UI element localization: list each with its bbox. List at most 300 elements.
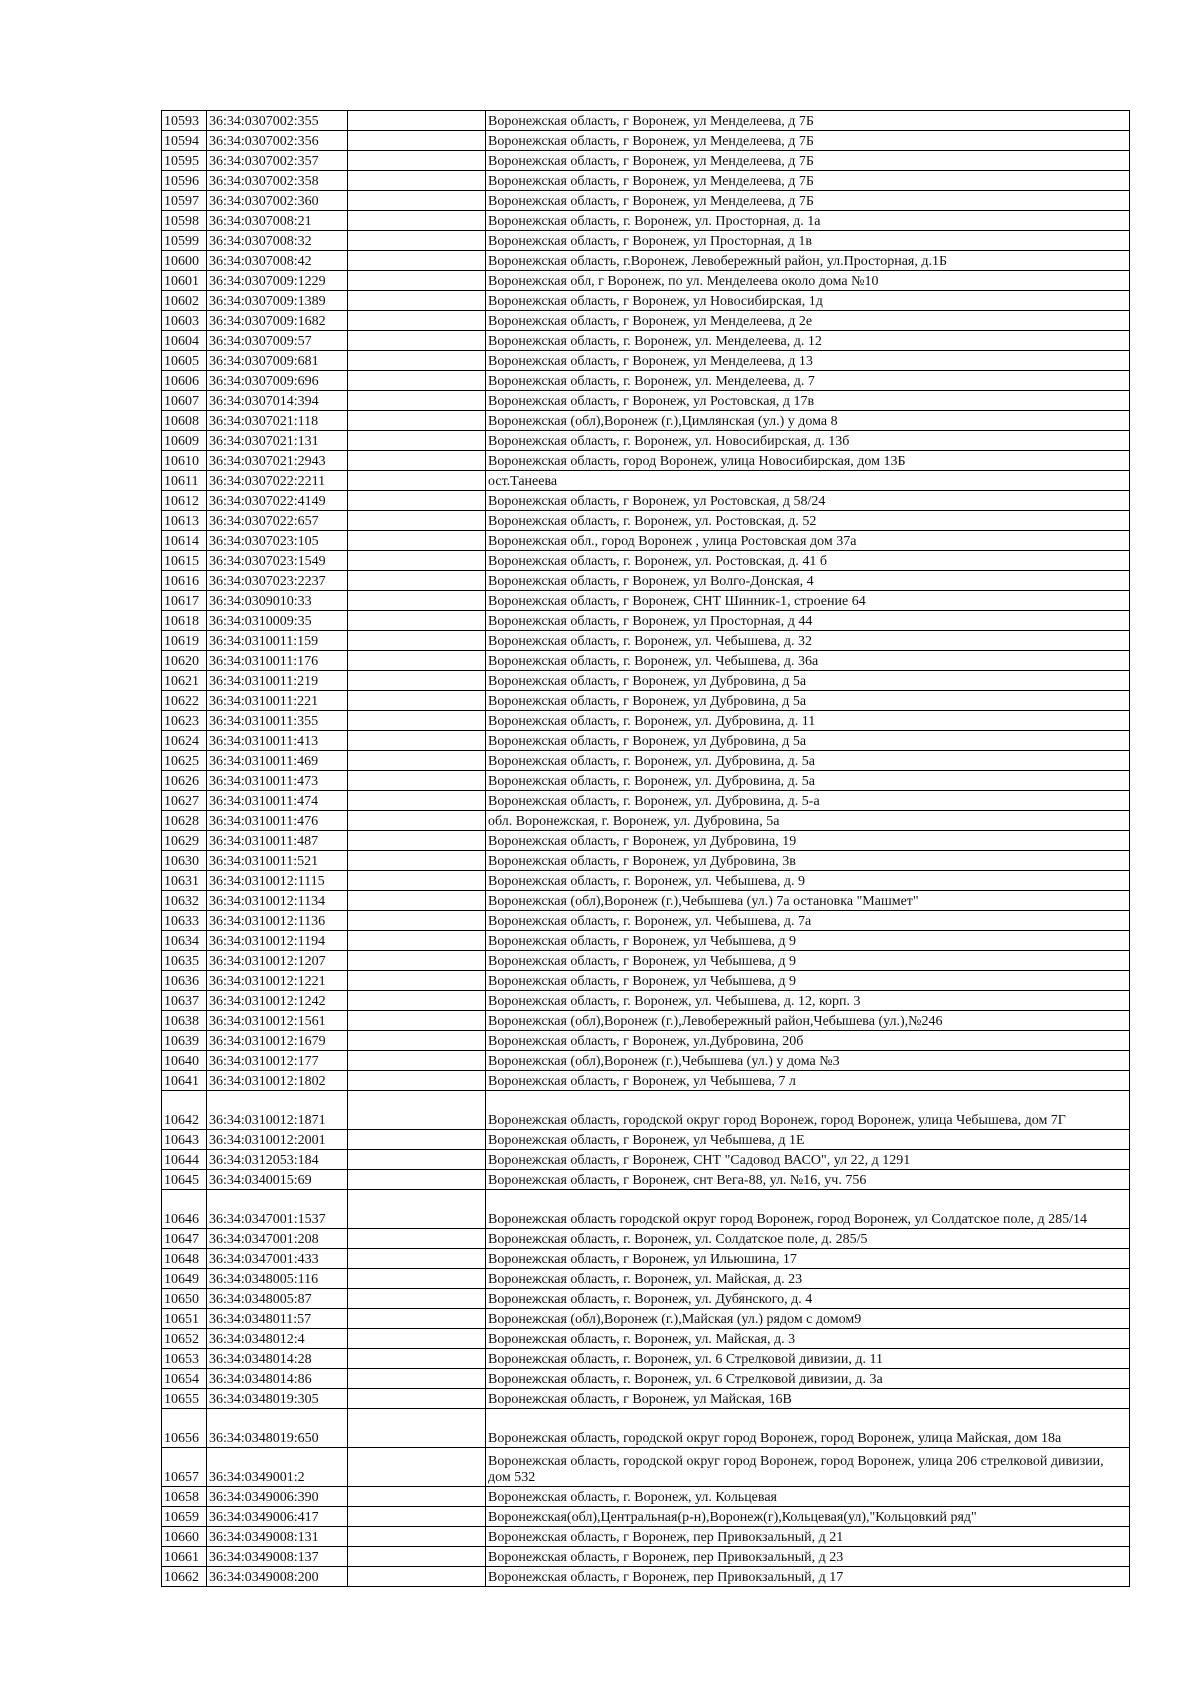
row-number: 10657 [162,1448,207,1487]
empty-cell [348,1150,486,1170]
empty-cell [348,1448,486,1487]
address-cell: Воронежская область, г Воронеж, ул Дубровина, д 5а [486,691,1130,711]
row-number: 10629 [162,831,207,851]
cadastral-number: 36:34:0347001:208 [207,1229,348,1249]
empty-cell [348,1249,486,1269]
empty-cell [348,1091,486,1130]
cadastral-number: 36:34:0307022:4149 [207,491,348,511]
row-number: 10651 [162,1309,207,1329]
row-number: 10642 [162,1091,207,1130]
row-number: 10606 [162,371,207,391]
address-cell: Воронежская область, г Воронеж, ул Менделеева, д 7Б [486,171,1130,191]
row-number: 10646 [162,1190,207,1229]
row-number: 10647 [162,1229,207,1249]
empty-cell [348,831,486,851]
address-cell: Воронежская область, г Воронеж, ул Дубровина, д 5а [486,731,1130,751]
empty-cell [348,1130,486,1150]
cadastral-number: 36:34:0307002:356 [207,131,348,151]
cadastral-number: 36:34:0347001:1537 [207,1190,348,1229]
address-cell: Воронежская область, г. Воронеж, ул. Чебышева, д. 32 [486,631,1130,651]
table-row [162,1389,1130,1409]
table-row [162,1091,1130,1130]
empty-cell [348,111,486,131]
row-number: 10616 [162,571,207,591]
table-row [162,351,1130,371]
row-number: 10652 [162,1329,207,1349]
cadastral-number: 36:34:0349006:390 [207,1487,348,1507]
table-row [162,211,1130,231]
empty-cell [348,991,486,1011]
row-number: 10658 [162,1487,207,1507]
table-row [162,271,1130,291]
table-row [162,391,1130,411]
empty-cell [348,331,486,351]
address-cell: Воронежская(обл),Центральная(р-н),Воронеж(г),Кольцевая(ул),"Кольцовкий ряд" [486,1507,1130,1527]
cadastral-number: 36:34:0307009:1229 [207,271,348,291]
address-cell: Воронежская (обл),Воронеж (г.),Майская (ул.) рядом с домом9 [486,1309,1130,1329]
row-number: 10633 [162,911,207,931]
row-number: 10655 [162,1389,207,1409]
row-number: 10608 [162,411,207,431]
empty-cell [348,631,486,651]
cadastral-number: 36:34:0307008:32 [207,231,348,251]
address-cell: Воронежская область, г Воронеж, ул Чебышева, 7 л [486,1071,1130,1091]
address-cell: Воронежская область, г Воронеж, ул Менделеева, д 7Б [486,191,1130,211]
address-register-table [161,110,1130,1587]
cadastral-number: 36:34:0310011:355 [207,711,348,731]
empty-cell [348,911,486,931]
cadastral-number: 36:34:0310011:176 [207,651,348,671]
empty-cell [348,651,486,671]
address-cell: Воронежская область, г Воронеж, пер Привокзальный, д 21 [486,1527,1130,1547]
address-cell: Воронежская область, г. Воронеж, ул. Чебышева, д. 36а [486,651,1130,671]
address-cell: Воронежская область, г Воронеж, ул Волго-Донская, 4 [486,571,1130,591]
empty-cell [348,791,486,811]
row-number: 10607 [162,391,207,411]
address-cell: Воронежская область, г Воронеж, ул Дубровина, 19 [486,831,1130,851]
address-cell: Воронежская область, г Воронеж, ул Чебышева, д 9 [486,951,1130,971]
row-number: 10631 [162,871,207,891]
cadastral-number: 36:34:0348012:4 [207,1329,348,1349]
address-cell: Воронежская область, г. Воронеж, ул. Чебышева, д. 9 [486,871,1130,891]
address-cell: Воронежская область, г Воронеж, ул Менделеева, д 7Б [486,111,1130,131]
empty-cell [348,1011,486,1031]
row-number: 10621 [162,671,207,691]
empty-cell [348,711,486,731]
table-row [162,1329,1130,1349]
address-cell: Воронежская область, городской округ город Воронеж, город Воронеж, улица Чебышева, дом 7Г [486,1091,1130,1130]
address-cell: Воронежская область, г. Воронеж, ул. Дубровина, д. 5-а [486,791,1130,811]
row-number: 10612 [162,491,207,511]
table-row [162,1051,1130,1071]
table-row [162,1487,1130,1507]
address-cell: Воронежская область, г Воронеж, ул Чебышева, д 9 [486,931,1130,951]
empty-cell [348,811,486,831]
table-row [162,891,1130,911]
empty-cell [348,431,486,451]
table-row [162,1448,1130,1487]
empty-cell [348,1031,486,1051]
table-row [162,991,1130,1011]
row-number: 10623 [162,711,207,731]
address-cell: Воронежская обл, г Воронеж, по ул. Менделеева около дома №10 [486,271,1130,291]
table-row [162,1150,1130,1170]
cadastral-number: 36:34:0348014:86 [207,1369,348,1389]
row-number: 10648 [162,1249,207,1269]
table-row [162,731,1130,751]
row-number: 10661 [162,1547,207,1567]
table-row [162,1269,1130,1289]
empty-cell [348,411,486,431]
address-cell: Воронежская область, г Воронеж, ул Чебышева, д 1Е [486,1130,1130,1150]
empty-cell [348,1289,486,1309]
empty-cell [348,951,486,971]
empty-cell [348,1229,486,1249]
cadastral-number: 36:34:0307008:42 [207,251,348,271]
table-row [162,791,1130,811]
cadastral-number: 36:34:0312053:184 [207,1150,348,1170]
table-row [162,511,1130,531]
cadastral-number: 36:34:0307009:57 [207,331,348,351]
cadastral-number: 36:34:0348005:116 [207,1269,348,1289]
table-row [162,471,1130,491]
row-number: 10604 [162,331,207,351]
row-number: 10603 [162,311,207,331]
row-number: 10599 [162,231,207,251]
cadastral-number: 36:34:0310011:487 [207,831,348,851]
cadastral-number: 36:34:0348011:57 [207,1309,348,1329]
row-number: 10640 [162,1051,207,1071]
table-row [162,871,1130,891]
cadastral-number: 36:34:0310011:476 [207,811,348,831]
row-number: 10635 [162,951,207,971]
address-cell: Воронежская область, г Воронеж, СНТ Шинник-1, строение 64 [486,591,1130,611]
address-cell: Воронежская область, г Воронеж, ул Менделеева, д 2е [486,311,1130,331]
table-row [162,1547,1130,1567]
address-cell: Воронежская область, г. Воронеж, ул. Дубровина, д. 5а [486,771,1130,791]
cadastral-number: 36:34:0310012:1561 [207,1011,348,1031]
address-cell: Воронежская область, г. Воронеж, ул. 6 Стрелковой дивизии, д. 11 [486,1349,1130,1369]
address-cell: Воронежская область, г. Воронеж, ул. Солдатское поле, д. 285/5 [486,1229,1130,1249]
empty-cell [348,211,486,231]
cadastral-number: 36:34:0349006:417 [207,1507,348,1527]
table-row [162,111,1130,131]
table-row [162,551,1130,571]
cadastral-number: 36:34:0307022:2211 [207,471,348,491]
row-number: 10625 [162,751,207,771]
table-row [162,291,1130,311]
row-number: 10622 [162,691,207,711]
address-cell: Воронежская область, г Воронеж, ул Менделеева, д 7Б [486,131,1130,151]
address-cell: Воронежская (обл),Воронеж (г.),Левобережный район,Чебышева (ул.),№246 [486,1011,1130,1031]
empty-cell [348,931,486,951]
cadastral-number: 36:34:0349008:131 [207,1527,348,1547]
cadastral-number: 36:34:0348005:87 [207,1289,348,1309]
cadastral-number: 36:34:0307009:1389 [207,291,348,311]
row-number: 10634 [162,931,207,951]
cadastral-number: 36:34:0307023:1549 [207,551,348,571]
row-number: 10620 [162,651,207,671]
empty-cell [348,1527,486,1547]
cadastral-number: 36:34:0307002:360 [207,191,348,211]
address-cell: Воронежская область, г. Воронеж, ул. Менделеева, д. 12 [486,331,1130,351]
row-number: 10660 [162,1527,207,1547]
cadastral-number: 36:34:0310012:1221 [207,971,348,991]
row-number: 10649 [162,1269,207,1289]
cadastral-number: 36:34:0307021:131 [207,431,348,451]
row-number: 10638 [162,1011,207,1031]
address-cell: Воронежская (обл),Воронеж (г.),Цимлянская (ул.) у дома 8 [486,411,1130,431]
table-row [162,191,1130,211]
table-row [162,1229,1130,1249]
address-cell: Воронежская область, г. Воронеж, ул. Майская, д. 23 [486,1269,1130,1289]
table-row [162,431,1130,451]
table-row [162,371,1130,391]
table-row [162,531,1130,551]
address-cell: Воронежская область, г. Воронеж, ул. Менделеева, д. 7 [486,371,1130,391]
table-row [162,1031,1130,1051]
empty-cell [348,551,486,571]
address-cell: Воронежская область, г Воронеж, ул Просторная, д 1в [486,231,1130,251]
row-number: 10595 [162,151,207,171]
address-cell: Воронежская область, г. Воронеж, ул. Новосибирская, д. 13б [486,431,1130,451]
row-number: 10628 [162,811,207,831]
address-cell: Воронежская область, г. Воронеж, ул. Майская, д. 3 [486,1329,1130,1349]
address-cell: Воронежская область, г. Воронеж, ул. Дубровина, д. 5а [486,751,1130,771]
empty-cell [348,1071,486,1091]
cadastral-number: 36:34:0307002:357 [207,151,348,171]
table-row [162,931,1130,951]
cadastral-number: 36:34:0307002:358 [207,171,348,191]
cadastral-number: 36:34:0349001:2 [207,1448,348,1487]
cadastral-number: 36:34:0310009:35 [207,611,348,631]
empty-cell [348,1329,486,1349]
empty-cell [348,1309,486,1329]
address-cell: Воронежская область, городской округ город Воронеж, город Воронеж, улица Майская, дом 18а [486,1409,1130,1448]
empty-cell [348,1487,486,1507]
row-number: 10614 [162,531,207,551]
empty-cell [348,1269,486,1289]
address-cell: Воронежская область, г. Воронеж, ул. Дубянского, д. 4 [486,1289,1130,1309]
address-cell: ост.Танеева [486,471,1130,491]
row-number: 10611 [162,471,207,491]
table-row [162,1309,1130,1329]
address-cell: Воронежская область, г Воронеж, ул Майская, 16В [486,1389,1130,1409]
empty-cell [348,491,486,511]
table-row [162,491,1130,511]
row-number: 10639 [162,1031,207,1051]
table-row [162,331,1130,351]
cadastral-number: 36:34:0307023:105 [207,531,348,551]
empty-cell [348,291,486,311]
cadastral-number: 36:34:0307023:2237 [207,571,348,591]
address-cell: Воронежская область, г Воронеж, ул Дубровина, 3в [486,851,1130,871]
row-number: 10645 [162,1170,207,1190]
empty-cell [348,1369,486,1389]
table-row [162,631,1130,651]
table-row [162,611,1130,631]
row-number: 10630 [162,851,207,871]
address-cell: Воронежская (обл),Воронеж (г.),Чебышева (ул.) 7а остановка "Машмет" [486,891,1130,911]
address-cell: Воронежская область, г Воронеж, пер Привокзальный, д 23 [486,1547,1130,1567]
table-row [162,951,1130,971]
address-cell: Воронежская область, г Воронеж, пер Привокзальный, д 17 [486,1567,1130,1587]
empty-cell [348,1170,486,1190]
row-number: 10602 [162,291,207,311]
empty-cell [348,671,486,691]
cadastral-number: 36:34:0310012:1207 [207,951,348,971]
address-cell: Воронежская область, г Воронеж, снт Вега-88, ул. №16, уч. 756 [486,1170,1130,1190]
address-cell: Воронежская область, г. Воронеж, ул. Дубровина, д. 11 [486,711,1130,731]
table-row [162,1567,1130,1587]
cadastral-number: 36:34:0310011:219 [207,671,348,691]
empty-cell [348,1190,486,1229]
cadastral-number: 36:34:0310011:469 [207,751,348,771]
empty-cell [348,1349,486,1369]
address-cell: Воронежская область, г Воронеж, ул.Дубровина, 20б [486,1031,1130,1051]
row-number: 10653 [162,1349,207,1369]
address-cell: Воронежская область, г. Воронеж, ул. Чебышева, д. 12, корп. 3 [486,991,1130,1011]
empty-cell [348,451,486,471]
row-number: 10613 [162,511,207,531]
row-number: 10662 [162,1567,207,1587]
address-cell: Воронежская область городской округ город Воронеж, город Воронеж, ул Солдатское поле, д 285/14 [486,1190,1130,1229]
empty-cell [348,1507,486,1527]
table-row [162,1349,1130,1369]
table-row [162,1289,1130,1309]
row-number: 10636 [162,971,207,991]
empty-cell [348,1051,486,1071]
table-row [162,1369,1130,1389]
empty-cell [348,251,486,271]
address-cell: Воронежская область, г Воронеж, ул Менделеева, д 13 [486,351,1130,371]
table-row [162,411,1130,431]
address-cell: Воронежская область, г. Воронеж, ул. Чебышева, д. 7а [486,911,1130,931]
empty-cell [348,751,486,771]
table-row [162,651,1130,671]
cadastral-number: 36:34:0310012:2001 [207,1130,348,1150]
table-row [162,771,1130,791]
table-row [162,971,1130,991]
address-cell: Воронежская область, г Воронеж, СНТ "Садовод ВАСО", ул 22, д 1291 [486,1150,1130,1170]
address-cell: Воронежская область, г Воронеж, ул Новосибирская, 1д [486,291,1130,311]
cadastral-number: 36:34:0349008:137 [207,1547,348,1567]
cadastral-number: 36:34:0307021:118 [207,411,348,431]
table-row [162,451,1130,471]
row-number: 10624 [162,731,207,751]
table-row [162,1071,1130,1091]
address-cell: Воронежская обл., город Воронеж , улица Ростовская дом 37а [486,531,1130,551]
address-cell: Воронежская область, г. Воронеж, ул. Ростовская, д. 52 [486,511,1130,531]
table-row [162,671,1130,691]
row-number: 10593 [162,111,207,131]
address-cell: Воронежская область, г. Воронеж, ул. 6 Стрелковой дивизии, д. 3а [486,1369,1130,1389]
cadastral-number: 36:34:0310011:413 [207,731,348,751]
address-cell: Воронежская область, город Воронеж, улица Новосибирская, дом 13Б [486,451,1130,471]
table-row [162,231,1130,251]
table-row [162,151,1130,171]
cadastral-number: 36:34:0310012:1242 [207,991,348,1011]
empty-cell [348,351,486,371]
address-cell: Воронежская область, г. Воронеж, ул. Кольцевая [486,1487,1130,1507]
row-number: 10626 [162,771,207,791]
row-number: 10637 [162,991,207,1011]
row-number: 10618 [162,611,207,631]
cadastral-number: 36:34:0310012:1802 [207,1071,348,1091]
empty-cell [348,531,486,551]
cadastral-number: 36:34:0310011:521 [207,851,348,871]
row-number: 10617 [162,591,207,611]
cadastral-number: 36:34:0310012:1194 [207,931,348,951]
table-row [162,171,1130,191]
cadastral-number: 36:34:0307022:657 [207,511,348,531]
row-number: 10654 [162,1369,207,1389]
address-cell: Воронежская область, г Воронеж, ул Ростовская, д 58/24 [486,491,1130,511]
row-number: 10659 [162,1507,207,1527]
table-row [162,1249,1130,1269]
table-row [162,131,1130,151]
table-row [162,311,1130,331]
cadastral-number: 36:34:0348019:650 [207,1409,348,1448]
row-number: 10600 [162,251,207,271]
cadastral-number: 36:34:0348019:305 [207,1389,348,1409]
cadastral-number: 36:34:0310012:1871 [207,1091,348,1130]
cadastral-number: 36:34:0307014:394 [207,391,348,411]
cadastral-number: 36:34:0310011:473 [207,771,348,791]
row-number: 10632 [162,891,207,911]
empty-cell [348,871,486,891]
address-cell: Воронежская область, городской округ город Воронеж, город Воронеж, улица 206 стрелковой дивизии, дом 532 [486,1448,1130,1487]
empty-cell [348,1409,486,1448]
cadastral-number: 36:34:0309010:33 [207,591,348,611]
row-number: 10609 [162,431,207,451]
cadastral-number: 36:34:0307009:1682 [207,311,348,331]
address-cell: Воронежская область, г Воронеж, ул Менделеева, д 7Б [486,151,1130,171]
table-row [162,1011,1130,1031]
table-row [162,751,1130,771]
row-number: 10627 [162,791,207,811]
cadastral-number: 36:34:0347001:433 [207,1249,348,1269]
cadastral-number: 36:34:0307009:681 [207,351,348,371]
address-cell: Воронежская область, г.Воронеж, Левобережный район, ул.Просторная, д.1Б [486,251,1130,271]
empty-cell [348,771,486,791]
table-row [162,911,1130,931]
table-row [162,711,1130,731]
row-number: 10643 [162,1130,207,1150]
empty-cell [348,151,486,171]
row-number: 10597 [162,191,207,211]
cadastral-number: 36:34:0307021:2943 [207,451,348,471]
table-row [162,571,1130,591]
row-number: 10644 [162,1150,207,1170]
cadastral-number: 36:34:0307008:21 [207,211,348,231]
row-number: 10594 [162,131,207,151]
empty-cell [348,851,486,871]
empty-cell [348,971,486,991]
row-number: 10601 [162,271,207,291]
table-row [162,1190,1130,1229]
cadastral-number: 36:34:0310012:1115 [207,871,348,891]
cadastral-number: 36:34:0310012:1679 [207,1031,348,1051]
row-number: 10650 [162,1289,207,1309]
empty-cell [348,1567,486,1587]
empty-cell [348,611,486,631]
table-row [162,1527,1130,1547]
empty-cell [348,511,486,531]
address-cell: Воронежская область, г. Воронеж, ул. Просторная, д. 1а [486,211,1130,231]
cadastral-number: 36:34:0310011:474 [207,791,348,811]
cadastral-number: 36:34:0310012:1136 [207,911,348,931]
